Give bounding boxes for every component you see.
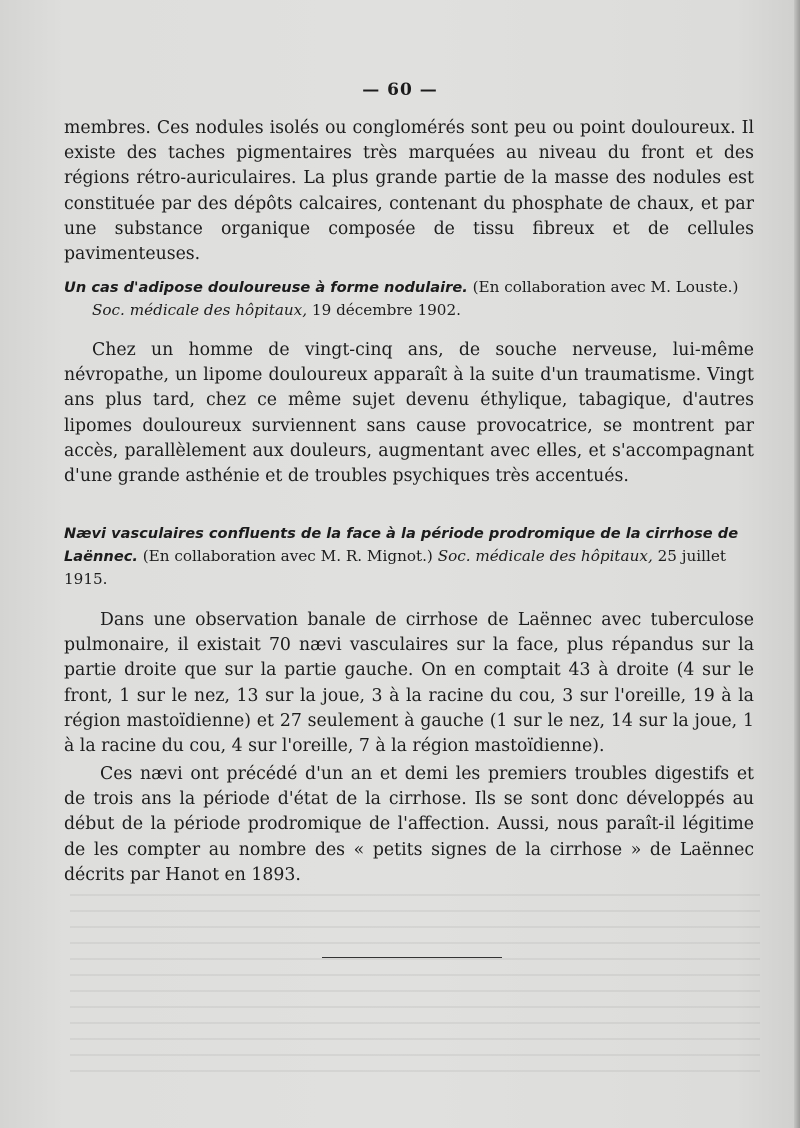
reference-title: Un cas d'adipose douloureuse à forme nodulaire.: [64, 279, 468, 296]
show-through-text: [70, 880, 760, 1080]
reference-title: Nævi vasculaires confluents de la face à la période prodromique de la cirrhose de Laënnec.: [64, 525, 739, 565]
bibliographic-reference: [64, 522, 754, 591]
reference-collaboration: (En collaboration avec M. Louste.): [472, 278, 739, 296]
page-edge-shadow: [794, 0, 800, 1128]
paragraph-continued: membres. Ces nodules isolés ou conglomérés sont peu ou point douloureux. Il existe des taches pigmentaires très marquées au niveau du front et des régions rétro-auriculaires. La plus grande partie de la masse des nodules est constituée par des dépôts calcaires, contenant du phosphate de chaux, et par une substance organique composée de tissu fibreux et de cellules pavimenteuses.: [64, 118, 754, 265]
reference-collaboration: (En collaboration avec M. R. Mignot.): [142, 547, 433, 565]
reference-date: 25 juillet 1915.: [64, 547, 726, 588]
paragraph: Dans une observation banale de cirrhose de Laënnec avec tuberculose pulmonaire, il existait 70 nævi vasculaires sur la face, plus répandus sur la partie droite que sur la partie gauche. On en comptait 43 à droite (4 sur le front, 1 sur le nez, 13 sur la joue, 3 à la racine du cou, 3 sur l'oreille, 19 à la région mastoïdienne) et 27 seulement à gauche (1 sur le nez, 14 sur la joue, 1 à la racine du cou, 4 sur l'oreille, 7 à la région mastoïdienne).: [64, 610, 754, 757]
reference-journal: Soc. médicale des hôpitaux,: [92, 301, 308, 319]
bibliographic-reference: [64, 276, 754, 322]
reference-date: 19 décembre 1902.: [311, 301, 461, 319]
page-number: — 60 —: [362, 80, 438, 100]
paragraph: Ces nævi ont précédé d'un an et demi les premiers troubles digestifs et de trois ans la période d'état de la cirrhose. Ils se sont donc développés au début de la période prodromique de l'affection. Aussi, nous paraît-il légitime de les compter au nombre des « petits signes de la cirrhose » de Laënnec décrits par Hanot en 1893.: [64, 764, 754, 885]
paragraph: Chez un homme de vingt-cinq ans, de souche nerveuse, lui-même névropathe, un lipome douloureux apparaît à la suite d'un traumatisme. Vingt ans plus tard, chez ce même sujet devenu éthylique, tabagique, d'autres lipomes douloureux surviennent sans cause provocatrice, se montrent par accès, parallèlement aux douleurs, augmentant avec elles, et s'accompagnant d'une grande asthénie et de troubles psychiques très accentués.: [64, 340, 754, 487]
reference-journal: Soc. médicale des hôpitaux,: [437, 547, 653, 565]
section-divider: [322, 957, 502, 958]
